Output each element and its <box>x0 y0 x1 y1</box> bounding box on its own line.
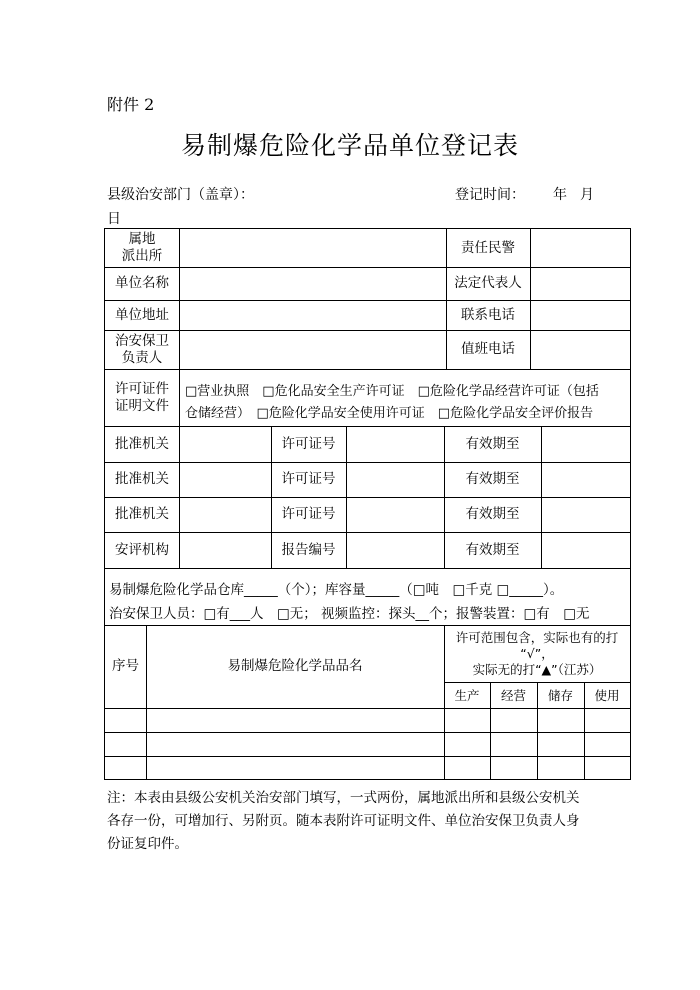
security-line: 治安保卫人员：□有___人 □无； 视频监控：探头__个；报警装置：□有 □无 <box>109 606 590 622</box>
valid-until-label: 有效期至 <box>465 435 520 452</box>
scope-col-produce: 生产 <box>454 687 480 703</box>
approval-authority-label: 批准机关 <box>115 506 169 522</box>
license-number-label: 许可证号 <box>281 435 336 452</box>
unit-address-label: 单位地址 <box>115 306 169 323</box>
approval-authority-label: 批准机关 <box>115 471 169 487</box>
contact-phone-label: 联系电话 <box>461 306 515 323</box>
license-options-line-1: □营业执照 □危化品安全生产许可证 □危险化学品经营许可证（包括 <box>185 384 599 399</box>
registration-table <box>104 228 631 780</box>
page-title: 易制爆危险化学品单位登记表 <box>180 131 519 160</box>
date-label: 登记时间： <box>455 187 525 203</box>
date-day: 日 <box>107 211 121 227</box>
report-number-label: 报告编号 <box>281 541 336 558</box>
scope-col-operate: 经营 <box>500 687 526 703</box>
dept-label: 县级治安部门（盖章）： <box>107 187 254 203</box>
license-label: 许可证件 证明文件 <box>115 380 169 414</box>
attachment-label: 附件 2 <box>107 95 155 114</box>
safety-eval-agency-label: 安评机构 <box>115 541 169 558</box>
security-head-label: 治安保卫 负责人 <box>115 332 169 366</box>
license-number-label: 许可证号 <box>281 471 336 487</box>
date-month: 月 <box>580 187 594 203</box>
duty-phone-label: 值班电话 <box>461 341 515 357</box>
license-options-line-2: 仓储经营） □危险化学品安全使用许可证 □危险化学品安全评价报告 <box>185 406 594 421</box>
scope-col-use: 使用 <box>594 687 620 703</box>
storage-line: 易制爆危险化学品仓库_____（个）；库容量_____（□吨 □千克 □_____）。 <box>109 582 564 598</box>
chemical-name-header: 易制爆危险化学品品名 <box>227 658 363 674</box>
unit-name-label: 单位名称 <box>115 275 169 291</box>
seq-header: 序号 <box>112 658 139 674</box>
officer-label: 责任民警 <box>461 239 515 256</box>
date-year: 年 <box>553 187 567 203</box>
approval-authority-label: 批准机关 <box>115 435 169 452</box>
police-station-label: 属地 派出所 <box>121 231 163 264</box>
legal-rep-label: 法定代表人 <box>454 275 522 291</box>
scope-header: 许可范围包含，实际也有的打 “√”， 实际无的打“▲”（江苏） <box>455 630 619 677</box>
valid-until-label: 有效期至 <box>465 541 520 558</box>
license-number-label: 许可证号 <box>281 506 336 522</box>
valid-until-label: 有效期至 <box>465 471 520 487</box>
scope-col-store: 储存 <box>547 687 573 703</box>
footnote: 注：本表由县级公安机关治安部门填写，一式两份，属地派出所和县级公安机关 各存一份，可增加行、另附页。随本表附许可证明文件、单位治安保卫负责人身 份证复印件。 <box>107 790 580 852</box>
valid-until-label: 有效期至 <box>465 506 520 522</box>
